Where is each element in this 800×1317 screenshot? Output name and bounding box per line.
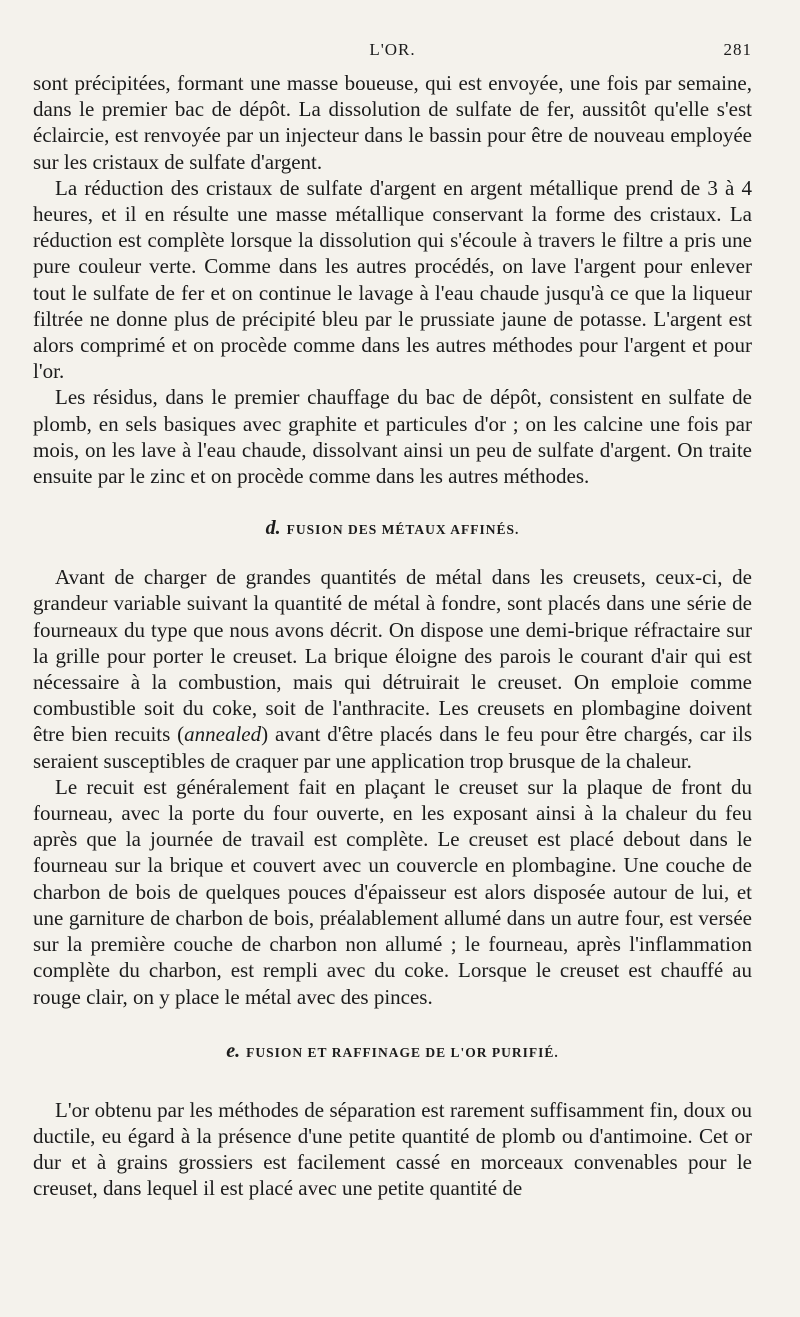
section-letter-d: d. — [265, 517, 281, 540]
section-title-d: FUSION DES MÉTAUX AFFINÉS. — [286, 522, 520, 538]
running-header — [33, 40, 752, 70]
running-title: L'OR. — [369, 40, 416, 59]
book-page — [33, 40, 752, 1202]
page-number: 281 — [723, 40, 752, 59]
paragraph-5: Le recuit est généralement fait en plaçant le creuset sur la plaque de front du fourneau, avec la porte du four ouverte, en les exposant ainsi à la chaleur du feu après que la journée de travail est complète. Le creuset est placé debout dans le fourneau sur la brique et couvert avec un couvercle en plombagine. Une couche de charbon de bois de quelques pouces d'épaisseur est alors disposée autour de lui, et une garniture de charbon de bois, préalablement allumé dans un autre four, est versée sur la première couche de charbon non allumé ; le fourneau, après l'inflammation complète du charbon, est rempli avec du coke. Lorsque le creuset est chauffé au rouge clair, on y place le métal avec des pinces. — [33, 774, 752, 1009]
paragraph-6: L'or obtenu par les méthodes de séparation est rarement suffisamment fin, doux ou ductile, eu égard à la présence d'une petite quantité de plomb ou d'antimoine. Cet or dur et à grains grossiers est facilement cassé en morceaux convenables pour le creuset, dans lequel il est placé avec une petite quantité de — [33, 1097, 752, 1201]
paragraph-4-text-a: Avant de charger de grandes quantités de métal dans les creusets, ceux-ci, de grandeur variable suivant la quantité de métal à fondre, sont placés dans une série de fourneaux du type que nous avons décrit. On dispose une demi-brique réfractaire sur la grille pour porter le creuset. La brique éloigne des parois le courant d'air qui est nécessaire à la combustion, mais qui détruirait le creuset. On emploie comme combustible soit du coke, soit de l'anthracite. Les creusets en plombagine doivent être bien recuits ( — [33, 565, 752, 747]
paragraph-3: Les résidus, dans le premier chauffage du bac de dépôt, consistent en sulfate de plomb, en sels basiques avec graphite et particules d'or ; on les calcine une fois par mois, on les lave à l'eau chaude, dissolvant ainsi un peu de sulfate d'argent. On traite ensuite par le zinc et on procède comme dans les autres méthodes. — [33, 385, 752, 489]
section-title-e: FUSION ET RAFFINAGE DE L'OR PURIFIÉ. — [246, 1044, 559, 1060]
paragraph-1: sont précipitées, formant une masse boueuse, qui est envoyée, une fois par semaine, dans le premier bac de dépôt. La dissolution de sulfate de fer, aussitôt qu'elle s'est éclaircie, est renvoyée par un injecteur dans le bassin pour être de nouveau employée sur les cristaux de sulfate d'argent. — [33, 71, 752, 174]
paragraph-4 — [33, 564, 752, 774]
section-heading-d — [33, 517, 752, 540]
paragraph-2: La réduction des cristaux de sulfate d'argent en argent métallique prend de 3 à 4 heures, et il en résulte une masse métallique conservant la forme des cristaux. La réduction est complète lorsque la dissolution qui s'écoule à travers le filtre a pris une pure couleur verte. Comme dans les autres procédés, on lave l'argent pour enlever tout le sulfate de fer et on continue le lavage à l'eau chaude jusqu'à ce que la liqueur filtrée ne donne plus de précipité bleu par le prussiate jaune de potasse. L'argent est alors comprimé et on procède comme dans les autres méthodes pour l'argent et pour l'or. — [33, 175, 752, 384]
section-letter-e: e. — [226, 1039, 241, 1062]
section-heading-e — [33, 1040, 752, 1063]
paragraph-4-text-b: ) avant d'être placés dans le feu pour être chargés, car ils seraient susceptibles de craquer par une application trop brusque de la chaleur. — [33, 722, 753, 773]
paragraph-4-italic-term: annealed — [184, 722, 262, 747]
